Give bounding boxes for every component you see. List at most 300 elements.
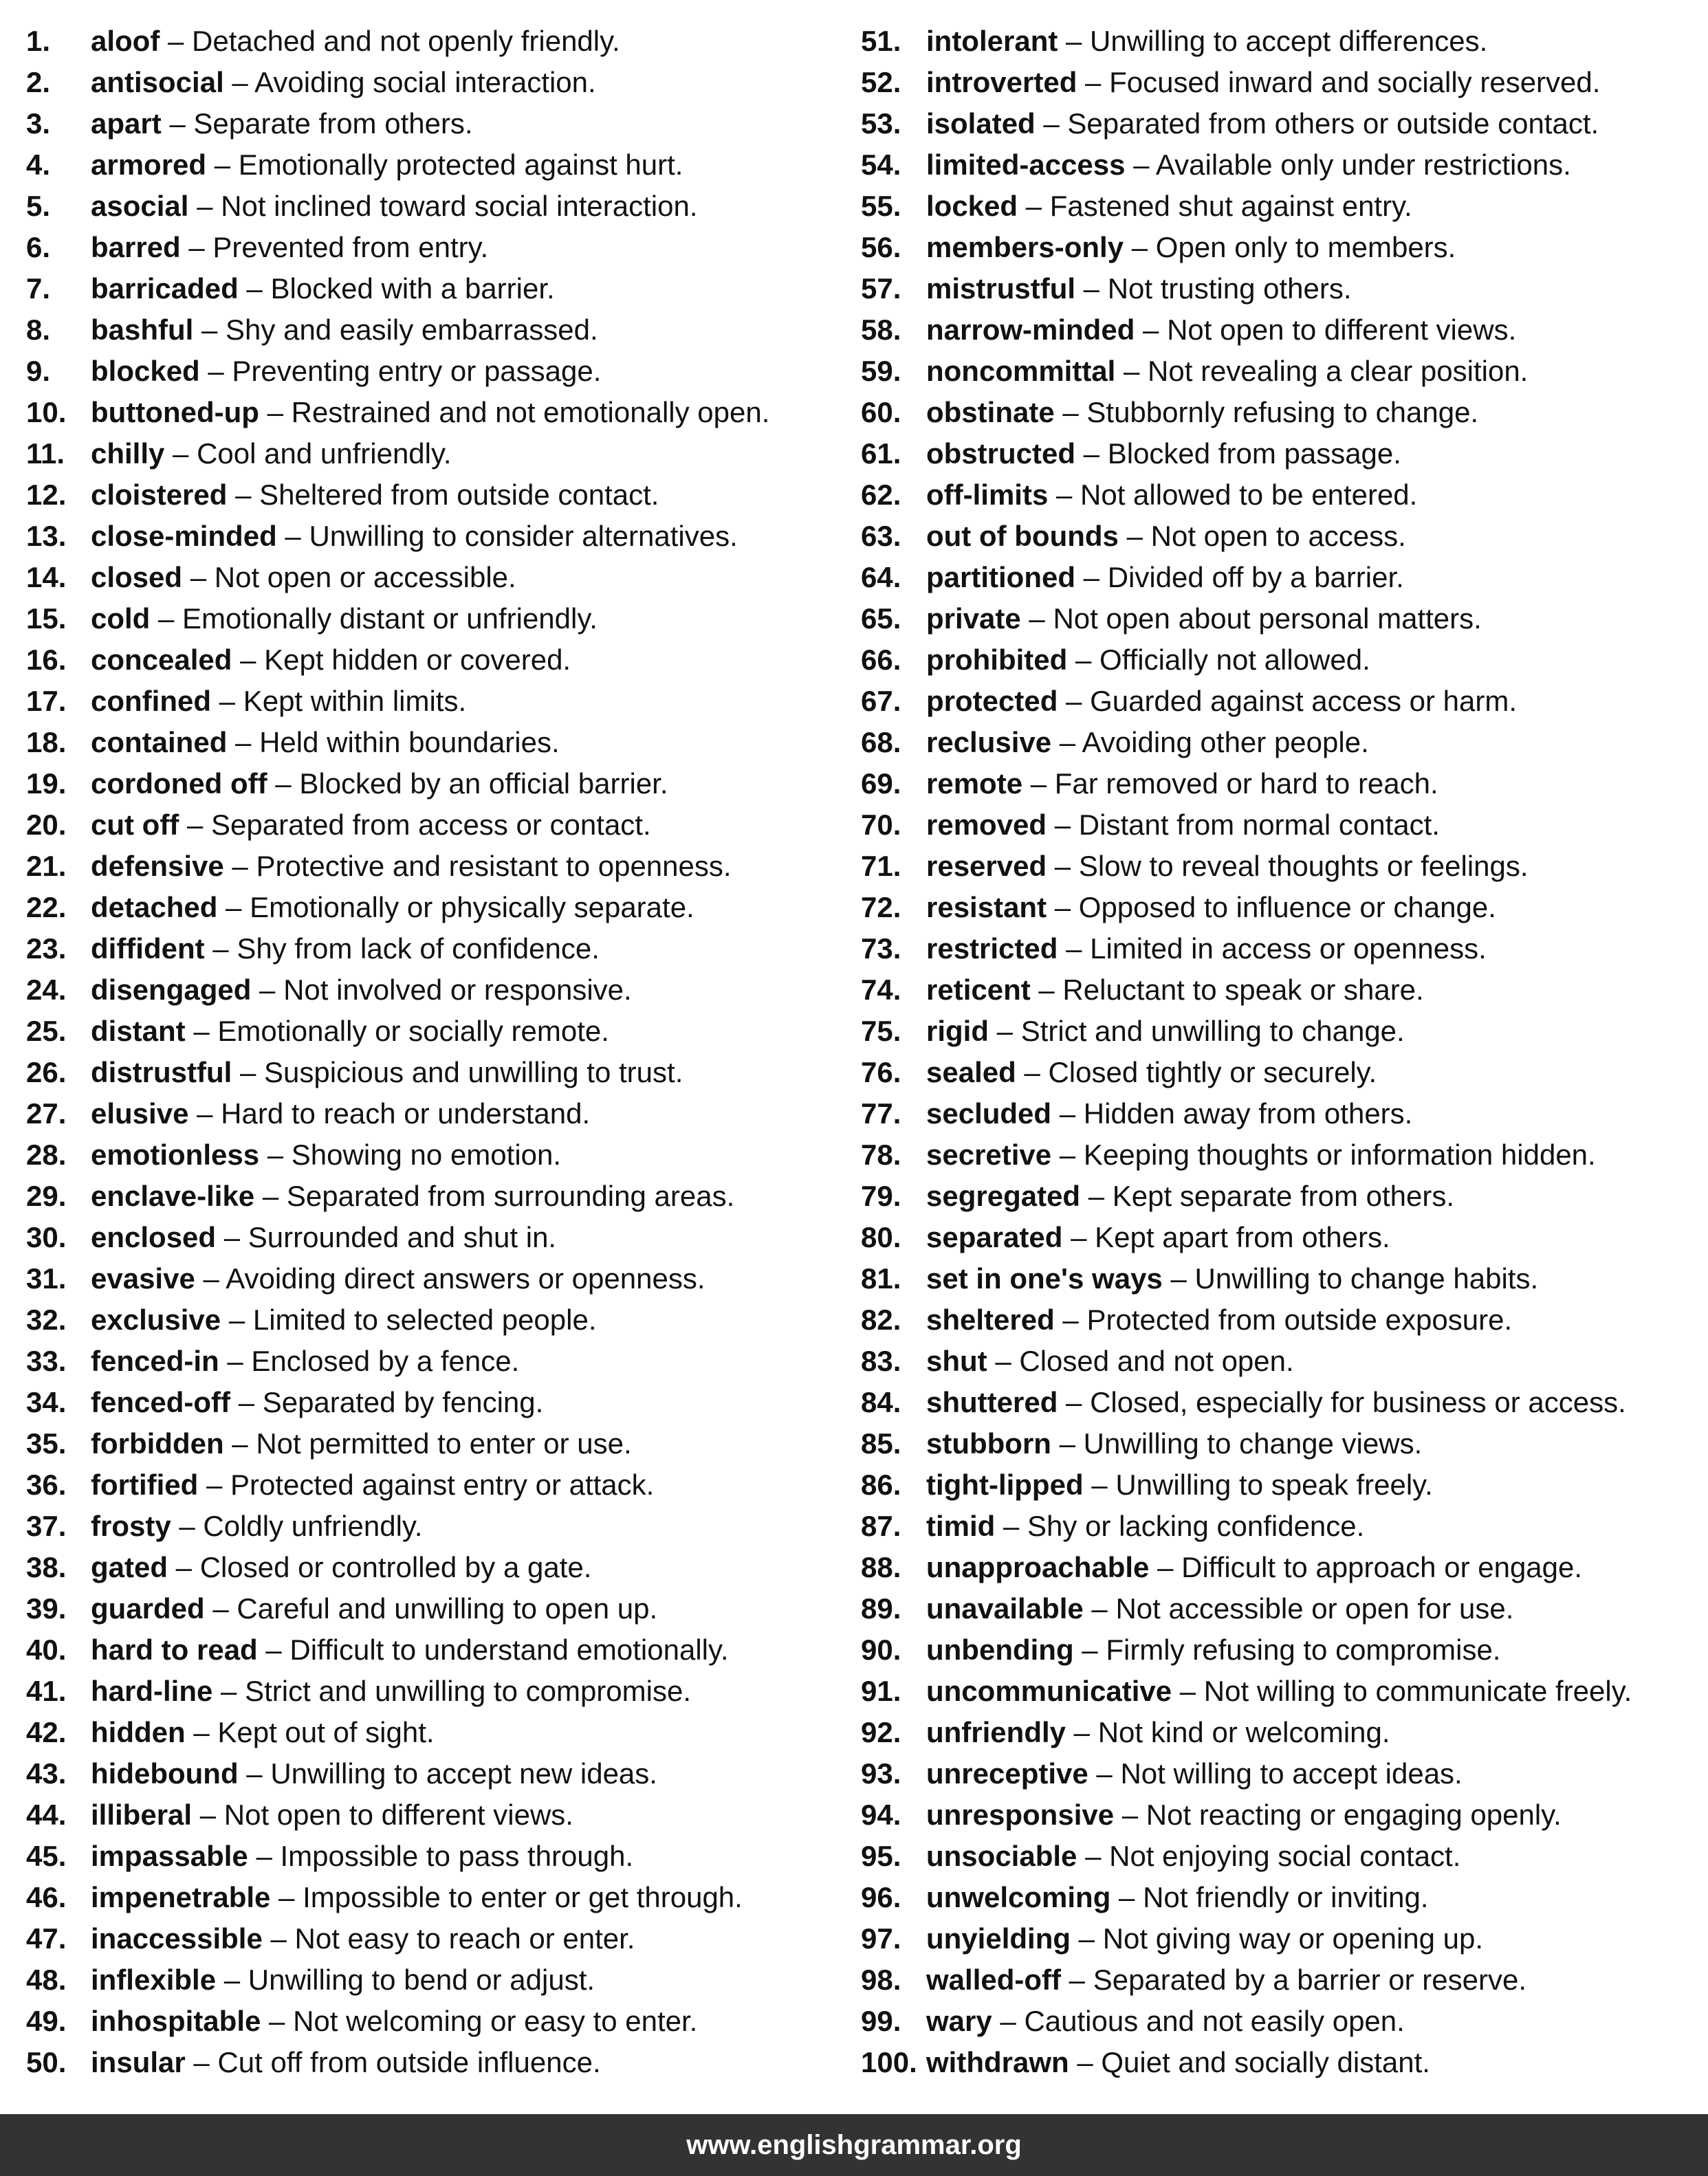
- item-separator: –: [1016, 1056, 1049, 1088]
- list-item: [26, 763, 851, 804]
- item-separator: –: [1051, 1139, 1084, 1171]
- item-separator: –: [185, 1716, 218, 1748]
- item-number: 2.: [26, 66, 51, 98]
- item-separator: –: [216, 1221, 248, 1253]
- item-number: 13.: [26, 520, 67, 552]
- list-item: [861, 62, 1703, 103]
- list-item: [861, 598, 1703, 639]
- item-number: 92.: [861, 1716, 901, 1748]
- list-item: [26, 433, 851, 474]
- item-definition: Closed or controlled by a gate.: [199, 1551, 592, 1583]
- list-item: [26, 969, 851, 1011]
- item-word: prohibited: [926, 644, 1068, 676]
- item-separator: –: [232, 1056, 265, 1088]
- item-separator: –: [1075, 437, 1108, 470]
- item-word: barricaded: [91, 272, 239, 305]
- list-item: [861, 1341, 1703, 1382]
- item-word: unfriendly: [926, 1716, 1066, 1748]
- item-definition: Emotionally or physically separate.: [250, 891, 694, 923]
- item-number: 100.: [861, 2046, 917, 2078]
- item-word: shut: [926, 1345, 987, 1377]
- item-word: diffident: [91, 932, 205, 965]
- item-number: 22.: [26, 891, 67, 923]
- item-word: detached: [91, 891, 218, 923]
- list-item: [861, 969, 1703, 1011]
- item-word: shuttered: [926, 1386, 1058, 1418]
- item-number: 61.: [861, 437, 901, 470]
- item-word: off-limits: [926, 479, 1049, 511]
- item-separator: –: [238, 1757, 271, 1790]
- item-word: barred: [91, 231, 181, 263]
- item-number: 57.: [861, 272, 901, 305]
- item-separator: –: [182, 561, 215, 593]
- list-item: [26, 268, 851, 309]
- item-word: members-only: [926, 231, 1124, 263]
- item-word: fortified: [91, 1469, 199, 1501]
- item-separator: –: [1071, 1922, 1103, 1955]
- item-number: 15.: [26, 602, 67, 635]
- item-number: 20.: [26, 809, 67, 841]
- item-word: asocial: [91, 190, 189, 222]
- item-number: 32.: [26, 1304, 67, 1336]
- list-item: [26, 1918, 851, 1959]
- item-separator: –: [248, 1840, 281, 1872]
- item-separator: –: [259, 1139, 292, 1171]
- item-separator: –: [192, 1799, 224, 1831]
- item-definition: Prevented from entry.: [212, 231, 489, 263]
- item-word: exclusive: [91, 1304, 221, 1336]
- item-separator: –: [1172, 1675, 1204, 1707]
- list-item: [26, 598, 851, 639]
- item-word: distrustful: [91, 1056, 232, 1088]
- item-separator: –: [1047, 891, 1079, 923]
- item-number: 28.: [26, 1139, 67, 1171]
- item-definition: Unwilling to bend or adjust.: [248, 1964, 595, 1996]
- list-item: [861, 186, 1703, 227]
- item-word: blocked: [91, 355, 200, 387]
- item-number: 54.: [861, 149, 901, 181]
- item-word: frosty: [91, 1510, 171, 1542]
- item-separator: –: [1075, 561, 1108, 593]
- item-word: unsociable: [926, 1840, 1077, 1872]
- list-item: [26, 351, 851, 392]
- item-number: 93.: [861, 1757, 901, 1790]
- item-definition: Preventing entry or passage.: [232, 355, 602, 387]
- item-word: wary: [926, 2005, 992, 2037]
- item-separator: –: [198, 1469, 231, 1501]
- item-word: unapproachable: [926, 1551, 1150, 1583]
- item-separator: –: [254, 1180, 287, 1212]
- item-number: 97.: [861, 1922, 901, 1955]
- item-word: evasive: [91, 1262, 195, 1295]
- list-item: [861, 1176, 1703, 1217]
- item-number: 11.: [26, 437, 65, 470]
- item-word: set in one's ways: [926, 1262, 1163, 1295]
- list-item: [26, 1093, 851, 1134]
- item-separator: –: [1080, 1180, 1113, 1212]
- item-number: 64.: [861, 561, 901, 593]
- item-word: concealed: [91, 644, 232, 676]
- item-definition: Impossible to enter or get through.: [303, 1881, 743, 1913]
- list-item: [861, 2042, 1703, 2083]
- item-definition: Distant from normal contact.: [1078, 809, 1440, 841]
- item-definition: Keeping thoughts or information hidden.: [1083, 1139, 1596, 1171]
- item-separator: –: [150, 602, 183, 635]
- item-word: close-minded: [91, 520, 277, 552]
- list-item: [26, 1011, 851, 1052]
- item-number: 63.: [861, 520, 901, 552]
- item-separator: –: [216, 1964, 248, 1996]
- item-definition: Not welcoming or easy to enter.: [293, 2005, 698, 2037]
- item-separator: –: [1018, 190, 1050, 222]
- list-item: [26, 1258, 851, 1299]
- item-separator: –: [1054, 1304, 1087, 1336]
- item-definition: Not trusting others.: [1107, 272, 1352, 305]
- list-item: [861, 1134, 1703, 1176]
- list-item: [26, 474, 851, 516]
- item-number: 18.: [26, 726, 67, 758]
- item-separator: –: [1088, 1757, 1121, 1790]
- list-item: [26, 1877, 851, 1918]
- list-item: [26, 887, 851, 928]
- item-word: cold: [91, 602, 151, 635]
- item-number: 66.: [861, 644, 901, 676]
- item-definition: Officially not allowed.: [1099, 644, 1370, 676]
- item-word: unbending: [926, 1634, 1074, 1666]
- item-number: 96.: [861, 1881, 901, 1913]
- item-separator: –: [164, 437, 197, 470]
- item-word: mistrustful: [926, 272, 1076, 305]
- item-definition: Not open to access.: [1150, 520, 1406, 552]
- item-separator: –: [185, 2046, 218, 2078]
- list-item: [26, 804, 851, 846]
- item-number: 99.: [861, 2005, 901, 2037]
- item-number: 68.: [861, 726, 901, 758]
- item-definition: Not involved or responsive.: [283, 974, 632, 1006]
- item-separator: –: [180, 231, 213, 263]
- item-number: 52.: [861, 66, 901, 98]
- footer-url[interactable]: www.englishgrammar.org: [686, 2130, 1022, 2160]
- list-item: [861, 1794, 1703, 1836]
- item-number: 71.: [861, 850, 901, 882]
- item-number: 58.: [861, 314, 901, 346]
- list-item: [26, 1382, 851, 1423]
- list-item: [26, 392, 851, 433]
- item-number: 38.: [26, 1551, 67, 1583]
- item-word: distant: [91, 1015, 186, 1047]
- item-definition: Separated from surrounding areas.: [286, 1180, 735, 1212]
- item-number: 7.: [26, 272, 51, 305]
- item-number: 30.: [26, 1221, 67, 1253]
- item-number: 79.: [861, 1180, 901, 1212]
- item-definition: Unwilling to consider alternatives.: [309, 520, 738, 552]
- item-separator: –: [1083, 1469, 1116, 1501]
- item-definition: Detached and not openly friendly.: [192, 25, 620, 57]
- item-word: obstructed: [926, 437, 1076, 470]
- list-item: [861, 1753, 1703, 1794]
- item-word: secretive: [926, 1139, 1052, 1171]
- item-separator: –: [1083, 1592, 1116, 1625]
- item-number: 59.: [861, 355, 901, 387]
- item-number: 29.: [26, 1180, 67, 1212]
- list-item: [26, 928, 851, 969]
- word-list: [0, 21, 1708, 2083]
- list-item: [861, 763, 1703, 804]
- item-definition: Kept hidden or covered.: [264, 644, 571, 676]
- item-definition: Cool and unfriendly.: [197, 437, 452, 470]
- item-number: 6.: [26, 231, 51, 263]
- item-number: 24.: [26, 974, 67, 1006]
- item-number: 73.: [861, 932, 901, 965]
- item-number: 36.: [26, 1469, 67, 1501]
- item-number: 1.: [26, 25, 51, 57]
- item-definition: Emotionally distant or unfriendly.: [182, 602, 598, 635]
- item-definition: Unwilling to speak freely.: [1115, 1469, 1433, 1501]
- list-item: [26, 186, 851, 227]
- item-separator: –: [257, 1634, 290, 1666]
- item-definition: Focused inward and socially reserved.: [1109, 66, 1601, 98]
- item-definition: Careful and unwilling to open up.: [237, 1592, 658, 1625]
- list-item: [861, 928, 1703, 969]
- item-separator: –: [161, 107, 194, 140]
- item-word: fenced-in: [91, 1345, 219, 1377]
- item-number: 17.: [26, 685, 67, 717]
- list-item: [861, 351, 1703, 392]
- item-number: 56.: [861, 231, 901, 263]
- list-item: [26, 1547, 851, 1588]
- item-definition: Not giving way or opening up.: [1102, 1922, 1484, 1955]
- item-separator: –: [1022, 767, 1055, 800]
- item-word: hard-line: [91, 1675, 213, 1707]
- item-definition: Closed and not open.: [1019, 1345, 1294, 1377]
- item-separator: –: [1162, 1262, 1195, 1295]
- list-item: [26, 227, 851, 268]
- item-definition: Not friendly or inviting.: [1143, 1881, 1429, 1913]
- item-word: inaccessible: [91, 1922, 263, 1955]
- item-number: 47.: [26, 1922, 67, 1955]
- item-separator: –: [1149, 1551, 1182, 1583]
- item-separator: –: [188, 1097, 221, 1130]
- item-word: rigid: [926, 1015, 989, 1047]
- item-word: gated: [91, 1551, 168, 1583]
- item-definition: Cut off from outside influence.: [217, 2046, 601, 2078]
- item-definition: Not permitted to enter or use.: [256, 1427, 632, 1460]
- item-number: 35.: [26, 1427, 67, 1460]
- list-item: [861, 1918, 1703, 1959]
- item-separator: –: [227, 479, 260, 511]
- item-separator: –: [185, 1015, 218, 1047]
- item-separator: –: [1051, 726, 1082, 758]
- item-word: closed: [91, 561, 183, 593]
- item-separator: –: [168, 1551, 200, 1583]
- item-separator: –: [251, 974, 284, 1006]
- item-separator: –: [199, 355, 232, 387]
- item-word: enclave-like: [91, 1180, 255, 1212]
- word-list-column-right: [861, 21, 1703, 2083]
- item-separator: –: [1030, 974, 1063, 1006]
- list-item: [26, 516, 851, 557]
- item-word: confined: [91, 685, 211, 717]
- list-item: [26, 1134, 851, 1176]
- item-number: 26.: [26, 1056, 67, 1088]
- item-word: noncommittal: [926, 355, 1116, 387]
- item-number: 84.: [861, 1386, 901, 1418]
- item-number: 91.: [861, 1675, 901, 1707]
- item-definition: Protected from outside exposure.: [1086, 1304, 1513, 1336]
- list-item: [26, 1423, 851, 1464]
- item-definition: Difficult to understand emotionally.: [289, 1634, 729, 1666]
- item-definition: Sheltered from outside contact.: [259, 479, 659, 511]
- item-separator: –: [204, 932, 237, 965]
- list-item: [26, 1176, 851, 1217]
- item-separator: –: [267, 767, 300, 800]
- item-separator: –: [195, 1262, 226, 1295]
- list-item: [861, 1011, 1703, 1052]
- item-definition: Strict and unwilling to compromise.: [245, 1675, 691, 1707]
- list-item: [861, 1629, 1703, 1671]
- item-separator: –: [1124, 231, 1156, 263]
- item-number: 78.: [861, 1139, 901, 1171]
- item-separator: –: [1135, 314, 1168, 346]
- item-word: segregated: [926, 1180, 1081, 1212]
- list-item: [26, 1217, 851, 1258]
- list-item: [26, 2001, 851, 2042]
- item-number: 67.: [861, 685, 901, 717]
- item-number: 82.: [861, 1304, 901, 1336]
- item-word: timid: [926, 1510, 996, 1542]
- item-separator: –: [276, 520, 309, 552]
- item-separator: –: [989, 1015, 1021, 1047]
- item-number: 42.: [26, 1716, 67, 1748]
- item-word: chilly: [91, 437, 165, 470]
- item-word: uncommunicative: [926, 1675, 1172, 1707]
- list-item: [861, 1217, 1703, 1258]
- item-number: 25.: [26, 1015, 67, 1047]
- item-number: 12.: [26, 479, 67, 511]
- item-definition: Kept apart from others.: [1095, 1221, 1390, 1253]
- item-number: 50.: [26, 2046, 67, 2078]
- item-definition: Hard to reach or understand.: [221, 1097, 591, 1130]
- item-word: protected: [926, 685, 1058, 717]
- item-word: unresponsive: [926, 1799, 1115, 1831]
- list-item: [861, 1258, 1703, 1299]
- item-definition: Far removed or hard to reach.: [1054, 767, 1438, 800]
- list-item: [26, 2042, 851, 2083]
- item-word: inhospitable: [91, 2005, 261, 2037]
- item-number: 21.: [26, 850, 67, 882]
- item-number: 31.: [26, 1262, 67, 1295]
- item-word: enclosed: [91, 1221, 217, 1253]
- item-definition: Avoiding other people.: [1082, 726, 1369, 758]
- item-separator: –: [211, 685, 243, 717]
- item-word: emotionless: [91, 1139, 260, 1171]
- list-item: [26, 639, 851, 681]
- item-word: resistant: [926, 891, 1047, 923]
- item-definition: Not open about personal matters.: [1053, 602, 1482, 635]
- item-number: 95.: [861, 1840, 901, 1872]
- item-word: secluded: [926, 1097, 1052, 1130]
- list-item: [861, 1712, 1703, 1753]
- item-number: 43.: [26, 1757, 67, 1790]
- item-number: 77.: [861, 1097, 901, 1130]
- list-item: [861, 1877, 1703, 1918]
- item-number: 69.: [861, 767, 901, 800]
- item-word: unreceptive: [926, 1757, 1088, 1790]
- item-number: 46.: [26, 1881, 67, 1913]
- item-number: 83.: [861, 1345, 901, 1377]
- item-number: 23.: [26, 932, 67, 965]
- item-word: impenetrable: [91, 1881, 271, 1913]
- list-item: [26, 722, 851, 763]
- list-item: [861, 392, 1703, 433]
- list-item: [26, 681, 851, 722]
- item-separator: –: [193, 314, 226, 346]
- item-definition: Fastened shut against entry.: [1049, 190, 1412, 222]
- item-separator: –: [1062, 1221, 1095, 1253]
- item-number: 89.: [861, 1592, 901, 1625]
- item-separator: –: [1073, 1634, 1106, 1666]
- item-definition: Showing no emotion.: [291, 1139, 562, 1171]
- item-word: hard to read: [91, 1634, 258, 1666]
- item-definition: Emotionally or socially remote.: [217, 1015, 609, 1047]
- item-separator: –: [1077, 66, 1110, 98]
- list-item: [26, 1712, 851, 1753]
- item-number: 49.: [26, 2005, 67, 2037]
- item-separator: –: [1058, 25, 1091, 57]
- item-word: unwelcoming: [926, 1881, 1111, 1913]
- item-separator: –: [1110, 1881, 1143, 1913]
- item-word: fenced-off: [91, 1386, 230, 1418]
- item-number: 76.: [861, 1056, 901, 1088]
- item-definition: Surrounded and shut in.: [248, 1221, 557, 1253]
- list-item: [26, 1464, 851, 1506]
- item-separator: –: [1035, 107, 1068, 140]
- item-separator: –: [221, 1304, 253, 1336]
- item-definition: Coldly unfriendly.: [203, 1510, 423, 1542]
- list-item: [26, 1836, 851, 1877]
- item-definition: Not revealing a clear position.: [1148, 355, 1529, 387]
- item-word: unavailable: [926, 1592, 1084, 1625]
- item-number: 65.: [861, 602, 901, 635]
- item-word: removed: [926, 809, 1047, 841]
- item-number: 33.: [26, 1345, 67, 1377]
- list-item: [26, 1629, 851, 1671]
- item-definition: Held within boundaries.: [259, 726, 560, 758]
- item-word: apart: [91, 107, 162, 140]
- item-definition: Divided off by a barrier.: [1107, 561, 1404, 593]
- item-number: 88.: [861, 1551, 901, 1583]
- list-item: [26, 1588, 851, 1629]
- item-separator: –: [179, 809, 211, 841]
- item-word: withdrawn: [926, 2046, 1069, 2078]
- item-number: 9.: [26, 355, 51, 387]
- item-definition: Blocked by an official barrier.: [299, 767, 668, 800]
- list-item: [861, 846, 1703, 887]
- item-number: 72.: [861, 891, 901, 923]
- list-item: [861, 516, 1703, 557]
- item-word: defensive: [91, 850, 224, 882]
- item-word: cut off: [91, 809, 179, 841]
- list-item: [861, 1299, 1703, 1341]
- item-word: locked: [926, 190, 1018, 222]
- item-word: sealed: [926, 1056, 1016, 1088]
- list-item: [861, 21, 1703, 62]
- item-number: 16.: [26, 644, 67, 676]
- list-item: [26, 1299, 851, 1341]
- item-definition: Restrained and not emotionally open.: [291, 396, 770, 428]
- item-number: 87.: [861, 1510, 901, 1542]
- item-number: 3.: [26, 107, 51, 140]
